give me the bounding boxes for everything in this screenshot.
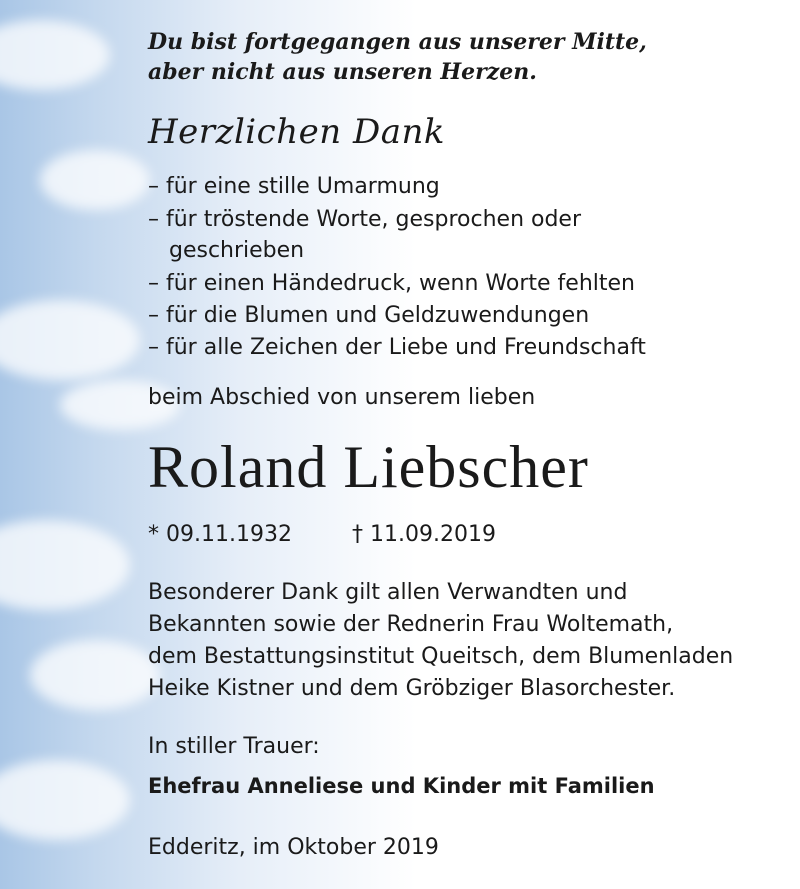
special-thanks-line: Heike Kistner und dem Gröbziger Blasorchester. [148,676,676,701]
thanks-item: – für eine stille Umarmung [148,174,440,199]
birth-date: * 09.11.1932 [148,522,292,547]
mourners: Ehefrau Anneliese und Kinder mit Familien [148,774,655,798]
death-date: † 11.09.2019 [352,522,496,547]
thanks-item: – für tröstende Worte, gesprochen oder [148,207,582,232]
special-thanks-line: Besonderer Dank gilt allen Verwandten und [148,580,628,605]
thanks-item: geschrieben [148,238,305,263]
thanks-item: – für die Blumen und Geldzuwendungen [148,303,590,328]
motto-line-2: aber nicht aus unseren Herzen. [148,59,537,85]
special-thanks-line: dem Bestattungsinstitut Queitsch, dem Blumenladen [148,644,734,669]
motto-line-1: Du bist fortgegangen aus unserer Mitte, [148,29,647,55]
mourning-label: In stiller Trauer: [148,734,320,759]
deceased-name: Roland Liebscher [148,434,589,500]
thanks-item: – für alle Zeichen der Liebe und Freundschaft [148,335,646,360]
heading-herzlichen-dank: Herzlichen Dank [148,112,445,152]
thanks-item: – für einen Händedruck, wenn Worte fehlten [148,271,635,296]
farewell-line: beim Abschied von unserem lieben [148,385,536,410]
special-thanks-line: Bekannten sowie der Rednerin Frau Woltemath, [148,612,674,637]
place-date: Edderitz, im Oktober 2019 [148,835,439,860]
